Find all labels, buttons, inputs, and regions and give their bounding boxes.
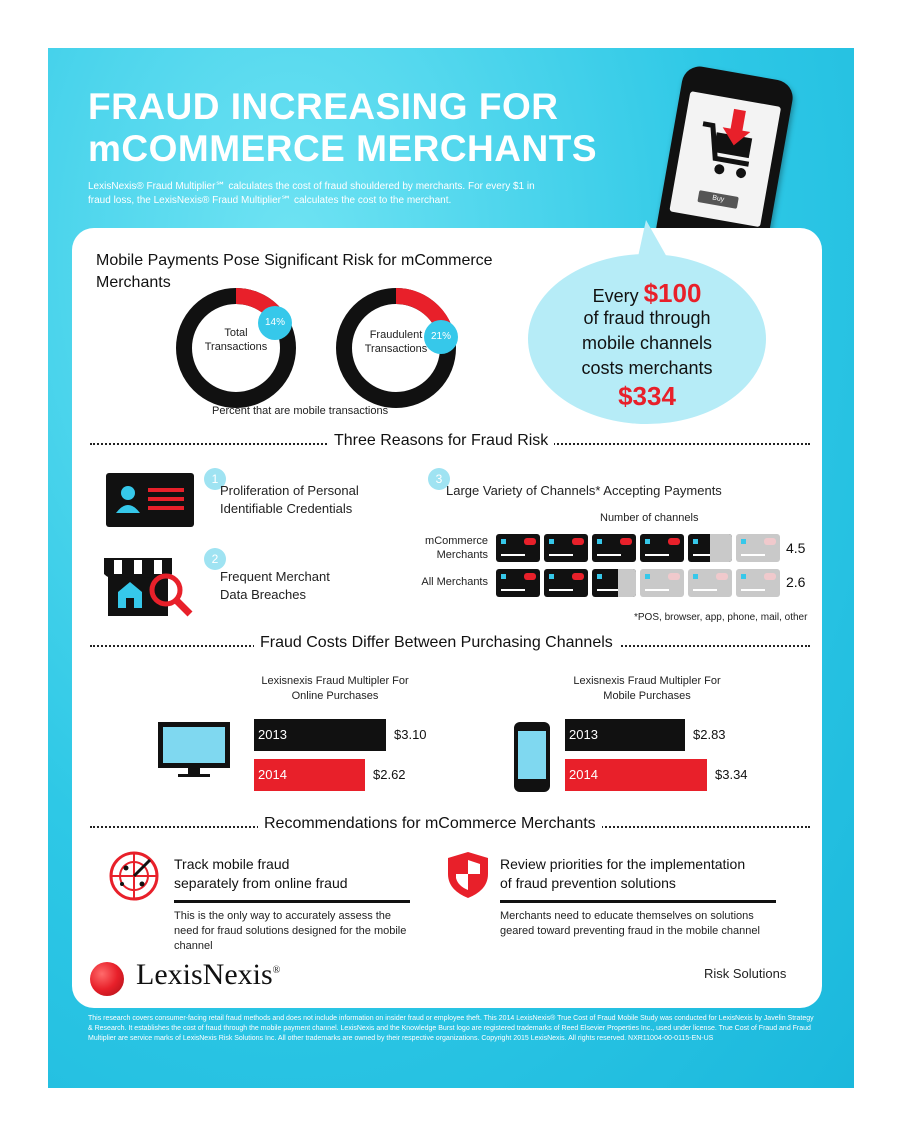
channels-footnote: *POS, browser, app, phone, mail, other	[634, 612, 808, 623]
bar-online-2014: 2014	[254, 759, 365, 791]
channel-card-partial	[618, 569, 636, 597]
intro-text: LexisNexis® Fraud Multiplier℠ calculates the cost of fraud shouldered by merchants. For every $1 in fraud loss, the LexisNexis® Fraud Multiplier℠ calculates the cost to the merchant.	[88, 181, 535, 206]
reason-3-text: Large Variety of Channels* Accepting Payments	[446, 483, 722, 498]
cart-icon	[675, 91, 781, 196]
rec-1-title: Track mobile fraud separately from online fraud	[174, 856, 348, 891]
channel-card	[496, 534, 540, 562]
channel-row-mcommerce-value: 4.5	[786, 540, 806, 556]
recommendations-heading: Recommendations for mCommerce Merchants	[258, 815, 602, 833]
bar-online-2014-value: $2.62	[373, 767, 406, 782]
id-card-icon	[106, 473, 194, 527]
bubble-amount-out: $334	[618, 381, 676, 411]
channel-card	[688, 569, 732, 597]
bar-online-2013-value: $3.10	[394, 727, 427, 742]
channel-row-mcommerce-label: mCommerce Merchants	[425, 535, 488, 561]
channel-card	[640, 534, 684, 562]
channel-row-all-value: 2.6	[786, 574, 806, 590]
channel-card	[544, 534, 588, 562]
rec-1-body: This is the only way to accurately assess the need for fraud solutions designed for the mobile channel	[174, 910, 407, 952]
channels-header: Number of channels	[600, 512, 699, 524]
bar-mobile-2013-value: $2.83	[693, 727, 726, 742]
risk-solutions: Risk Solutions	[704, 966, 787, 981]
channel-card	[592, 569, 636, 597]
page-title: FRAUD INCREASING FOR mCOMMERCE MERCHANTS	[88, 86, 597, 169]
mobile-phone-screen	[518, 731, 546, 779]
channel-card	[736, 534, 780, 562]
reason-1-text: Proliferation of Personal Identifiable Credentials	[220, 483, 359, 516]
donut-fraudulent-label: Fraudulent Transactions	[364, 329, 428, 355]
channel-row-all-label: All Merchants	[421, 576, 488, 588]
lexisnexis-logo-icon	[90, 962, 124, 996]
mobile-head: Lexisnexis Fraud Multipler For Mobile Purchases	[573, 675, 721, 702]
donut-caption: Percent that are mobile transactions	[212, 405, 389, 417]
mobile-phone-icon	[514, 722, 550, 792]
reason-2-text: Frequent Merchant Data Breaches	[220, 569, 330, 602]
shield-icon	[446, 850, 490, 900]
channel-card	[496, 569, 540, 597]
bar-mobile-2014-value: $3.34	[715, 767, 748, 782]
reasons-heading: Three Reasons for Fraud Risk	[328, 432, 554, 450]
reason-3-number: 3	[428, 468, 450, 490]
monitor-icon	[156, 720, 232, 778]
store-breach-icon	[104, 554, 194, 618]
lexisnexis-logo: LexisNexis®	[136, 958, 281, 991]
rec-2-rule	[500, 900, 776, 903]
donut-total-label: Total Transactions	[204, 327, 268, 353]
bubble-line3: mobile channels	[581, 333, 713, 353]
costs-heading: Fraud Costs Differ Between Purchasing Channels	[254, 634, 619, 652]
footer-disclaimer: This research covers consumer-facing retail fraud methods and does not include information on insider fraud or employee theft. This 2014 LexisNexis® True Cost of Fraud Mobile Study was conducted for LexisNexis by Javelin Strategy & Research. It establishes the cost of fraud through the mobile payment channel. LexisNexis and the Knowledge Burst logo are registered trademarks of Reed Elsevier Properties Inc., used under license. True Cost of Fraud and Fraud Multiplier are service marks of LexisNexis Risk Solutions Inc. All other trademarks are owned by their respective organizations. Copyright 2015 LexisNexis. All rights reserved. NXR11004-00-0115-EN-US	[88, 1015, 814, 1042]
channel-card	[640, 569, 684, 597]
channel-card	[592, 534, 636, 562]
phone-screen	[669, 91, 781, 227]
radar-icon	[108, 850, 160, 902]
rec-1-rule	[174, 900, 410, 903]
bubble-amount-in: $100	[643, 278, 702, 308]
rec-2-title: Review priorities for the implementation of fraud prevention solutions	[500, 856, 746, 891]
bubble-every: Every	[592, 286, 639, 306]
online-head: Lexisnexis Fraud Multipler For Online Purchases	[261, 675, 409, 702]
channel-card-partial	[710, 534, 732, 562]
bar-mobile-2013: 2013	[565, 719, 685, 751]
channel-card	[544, 569, 588, 597]
channel-card	[736, 569, 780, 597]
buy-button: Buy	[697, 190, 738, 209]
donut-total-badge: 14%	[258, 306, 292, 340]
bubble-line1	[528, 278, 766, 309]
donut-fraudulent-badge: 21%	[424, 320, 458, 354]
mobile-risk-heading: Mobile Payments Pose Significant Risk for mCommerce Merchants	[96, 252, 493, 291]
reason-2-number: 2	[204, 548, 226, 570]
bubble-line4: costs merchants	[581, 358, 713, 378]
reason-1-number: 1	[204, 468, 226, 490]
bar-mobile-2014: 2014	[565, 759, 707, 791]
rec-2-body: Merchants need to educate themselves on solutions geared toward preventing fraud in the mobile channel	[500, 910, 760, 937]
bubble-line2: of fraud through	[583, 308, 711, 328]
bar-online-2013: 2013	[254, 719, 386, 751]
channel-card	[688, 534, 732, 562]
